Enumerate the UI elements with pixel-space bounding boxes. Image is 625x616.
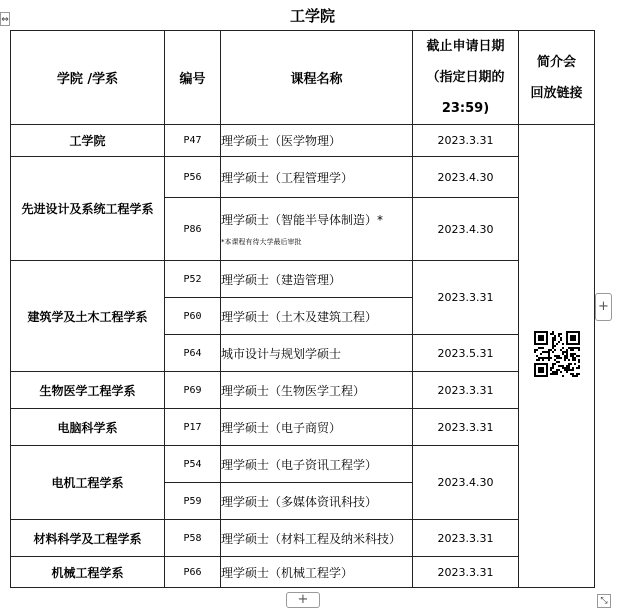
department-cell: 材料科学及工程学系 — [11, 520, 165, 557]
department-cell: 机械工程学系 — [11, 557, 165, 588]
department-cell: 工学院 — [11, 125, 165, 157]
resize-handle-icon[interactable]: ⤡ — [597, 594, 611, 608]
qr-code-icon[interactable] — [534, 331, 580, 377]
deadline-cell: 2023.5.31 — [413, 335, 519, 372]
code-cell: P66 — [165, 557, 221, 588]
department-cell: 生物医学工程学系 — [11, 372, 165, 409]
table-row — [11, 261, 595, 298]
course-name-cell: 理学硕士（工程管理学） — [221, 157, 413, 198]
code-cell: P47 — [165, 125, 221, 157]
deadline-cell: 2023.3.31 — [413, 409, 519, 446]
header-row — [11, 31, 595, 125]
header-code: 编号 — [165, 31, 221, 125]
qr-code-cell[interactable] — [519, 125, 595, 588]
approval-note: *本课程有待大学最后审批 — [221, 238, 302, 246]
page-title: 工学院 — [289, 7, 335, 25]
code-cell: P58 — [165, 520, 221, 557]
course-name-cell: 理学硕士（电子资讯工程学） — [221, 446, 413, 483]
header-deadline — [413, 31, 519, 125]
header-course-name: 课程名称 — [221, 31, 413, 125]
course-name-cell — [221, 198, 413, 261]
code-cell: P64 — [165, 335, 221, 372]
course-name-cell: 理学硕士（电子商贸） — [221, 409, 413, 446]
table-row — [11, 372, 595, 409]
header-deadline-line1: 截止申请日期 — [426, 39, 505, 54]
code-cell: P59 — [165, 483, 221, 520]
header-department: 学院 /学系 — [11, 31, 165, 125]
deadline-cell: 2023.4.30 — [413, 198, 519, 261]
course-name-cell: 理学硕士（材料工程及纳米科技） — [221, 520, 413, 557]
header-link-line1: 简介会 — [536, 54, 576, 70]
deadline-cell: 2023.3.31 — [413, 261, 519, 335]
code-cell: P52 — [165, 261, 221, 298]
header-deadline-line2: （指定日期的 — [426, 70, 505, 85]
header-deadline-line3: 23:59) — [441, 101, 490, 116]
table-row — [11, 157, 595, 198]
code-cell: P60 — [165, 298, 221, 335]
add-column-button[interactable]: + — [595, 293, 612, 321]
table-row — [11, 557, 595, 588]
table-row — [11, 520, 595, 557]
table-row — [11, 125, 595, 157]
add-row-button[interactable]: + — [286, 592, 320, 608]
header-link-line2: 回放链接 — [530, 85, 583, 101]
course-name-cell: 城市设计与规划学硕士 — [221, 335, 413, 372]
code-cell: P69 — [165, 372, 221, 409]
code-cell: P17 — [165, 409, 221, 446]
table-move-handle-icon[interactable]: ⇔ — [0, 12, 10, 26]
course-name-cell: 理学硕士（生物医学工程） — [221, 372, 413, 409]
deadline-cell: 2023.4.30 — [413, 446, 519, 520]
department-cell: 先进设计及系统工程学系 — [11, 157, 165, 261]
course-name-cell: 理学硕士（土木及建筑工程） — [221, 298, 413, 335]
course-name-text: 理学硕士（智能半导体制造）* — [221, 213, 384, 227]
course-name-cell: 理学硕士（多媒体资讯科技） — [221, 483, 413, 520]
table-row — [11, 409, 595, 446]
department-cell: 电机工程学系 — [11, 446, 165, 520]
code-cell: P86 — [165, 198, 221, 261]
header-replay-link — [519, 31, 595, 125]
course-name-cell: 理学硕士（医学物理） — [221, 125, 413, 157]
code-cell: P54 — [165, 446, 221, 483]
deadline-cell: 2023.3.31 — [413, 520, 519, 557]
deadline-cell: 2023.3.31 — [413, 372, 519, 409]
deadline-cell: 2023.4.30 — [413, 157, 519, 198]
deadline-cell: 2023.3.31 — [413, 557, 519, 588]
course-table — [10, 30, 595, 588]
department-cell: 电脑科学系 — [11, 409, 165, 446]
table-row — [11, 446, 595, 483]
course-name-cell: 理学硕士（机械工程学） — [221, 557, 413, 588]
deadline-cell: 2023.3.31 — [413, 125, 519, 157]
code-cell: P56 — [165, 157, 221, 198]
department-cell: 建筑学及土木工程学系 — [11, 261, 165, 372]
course-name-cell: 理学硕士（建造管理） — [221, 261, 413, 298]
